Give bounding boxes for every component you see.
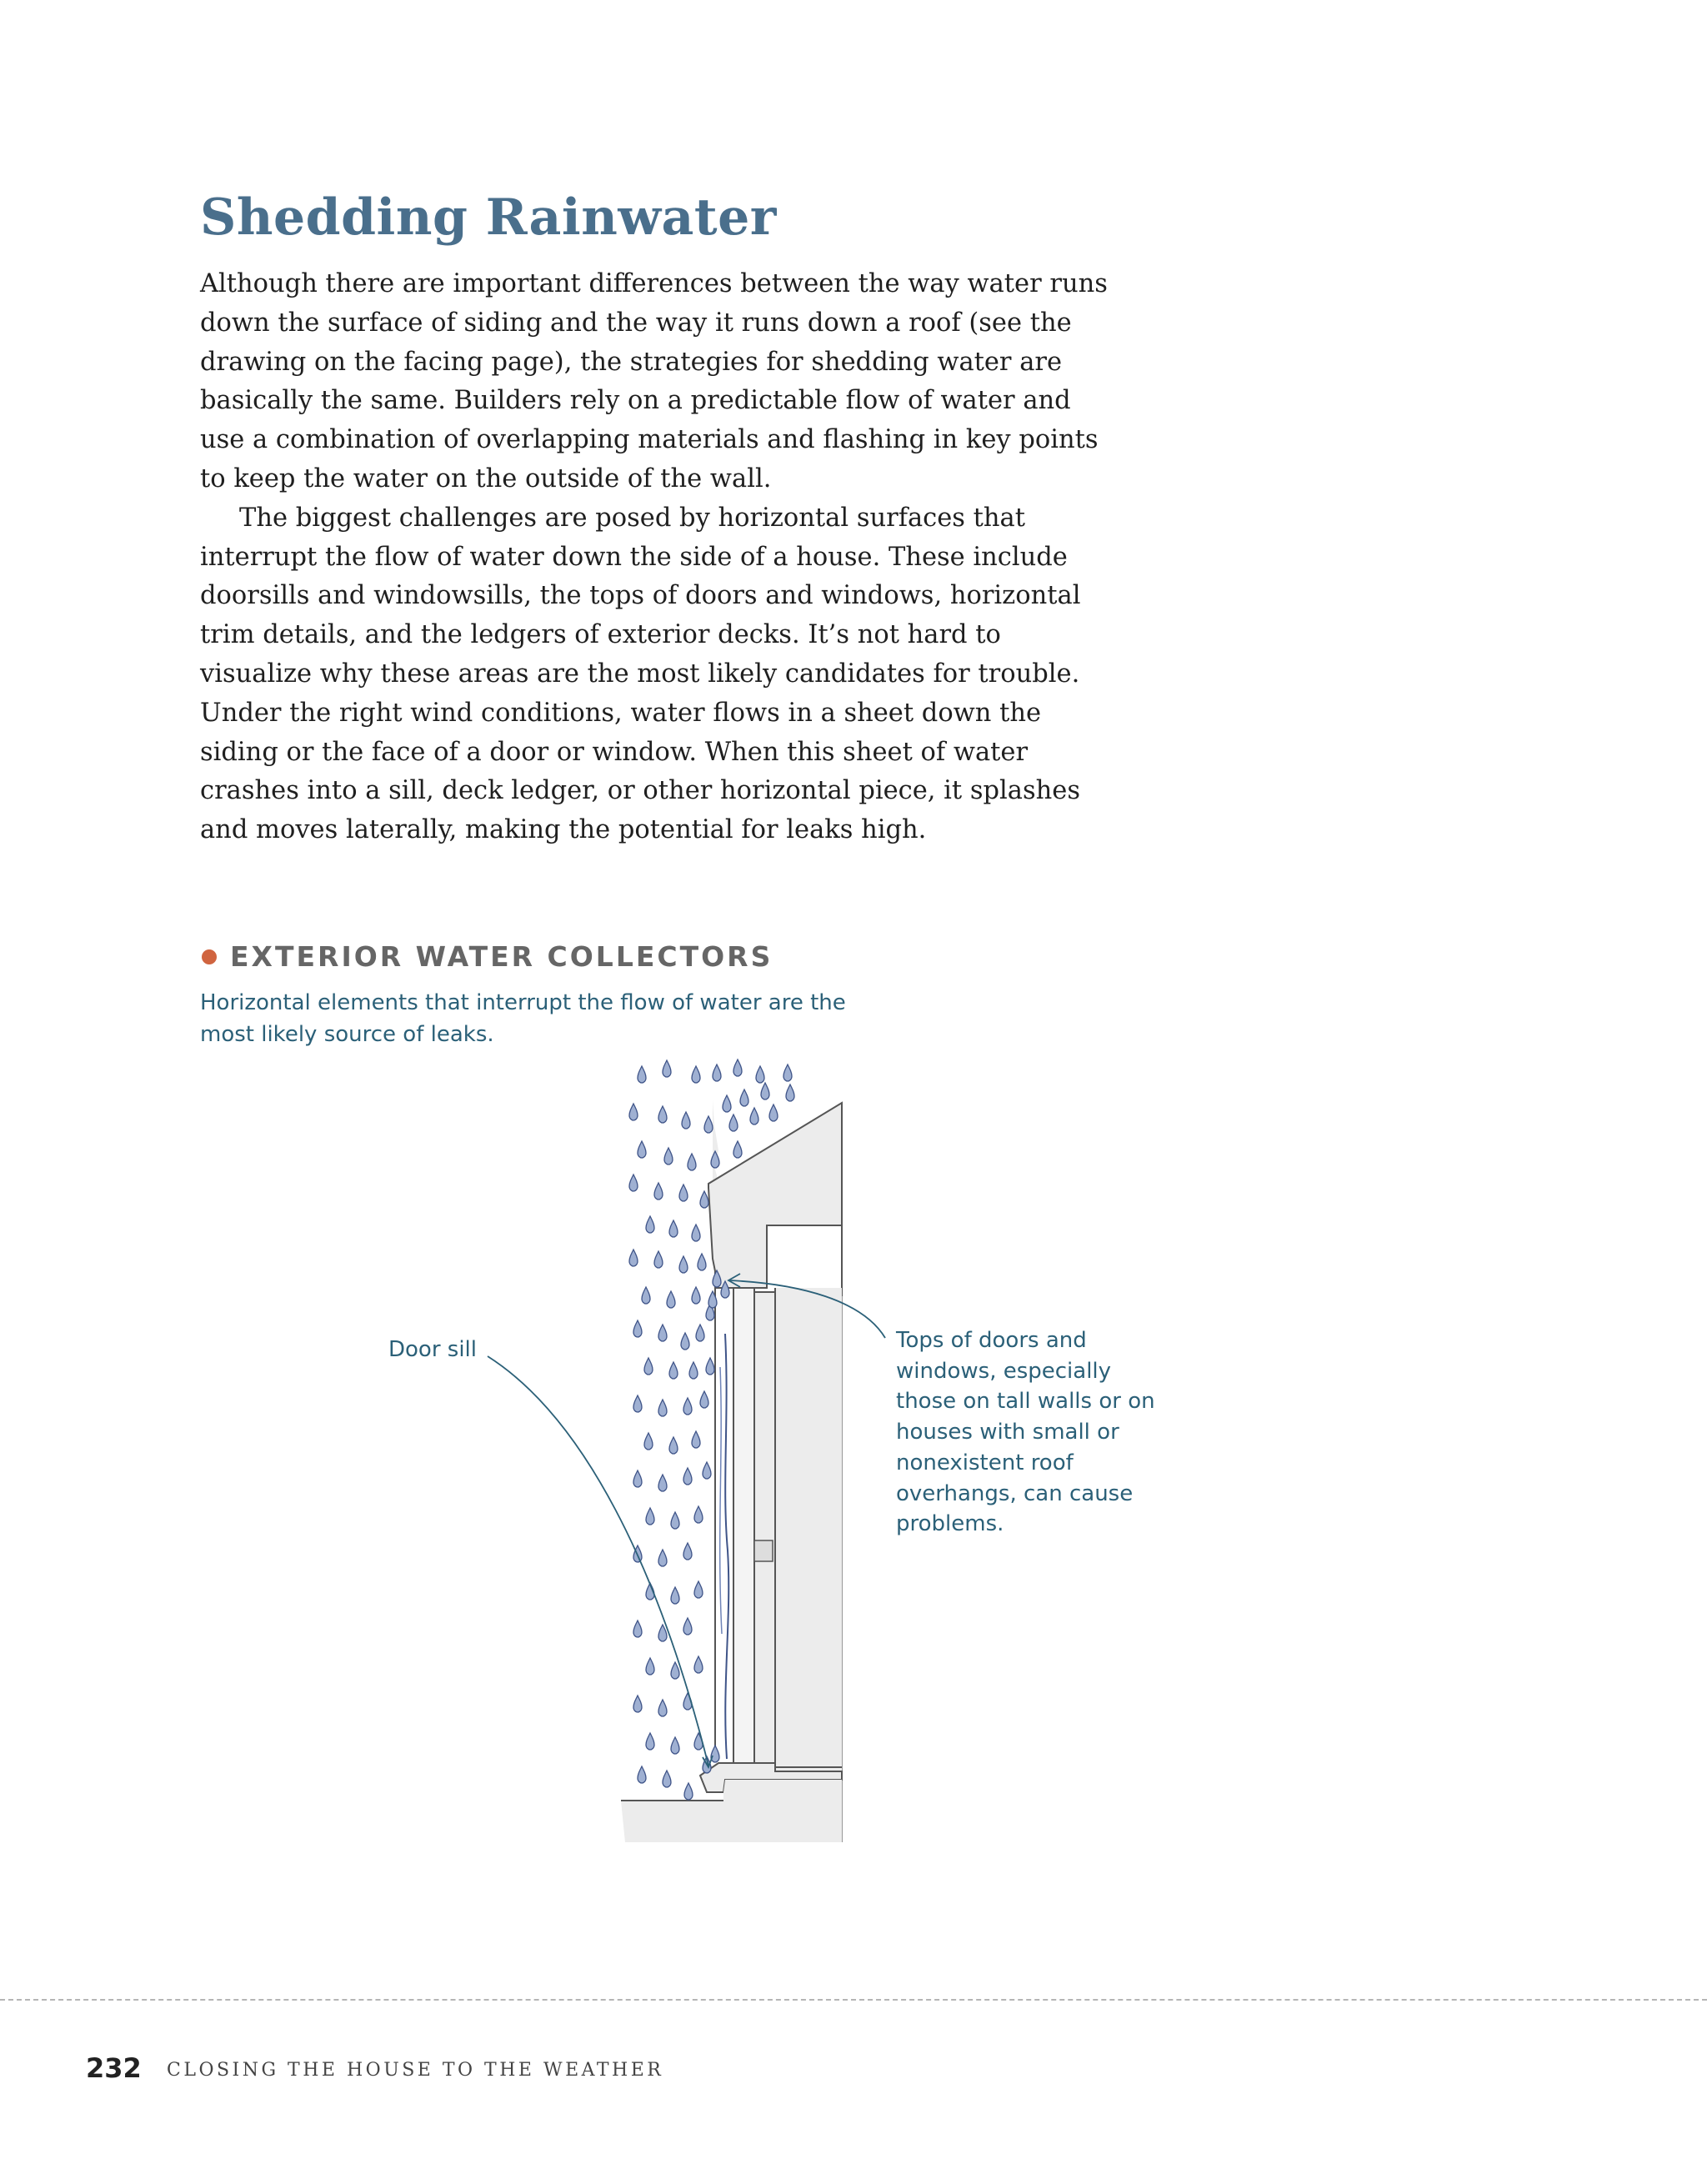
running-head: CLOSING THE HOUSE TO THE WEATHER bbox=[167, 2060, 664, 2081]
label-door-sill: Door sill bbox=[388, 1337, 478, 1362]
page-number: 232 bbox=[86, 2052, 142, 2084]
roof-eave bbox=[708, 1103, 842, 1288]
figure-heading-text: EXTERIOR WATER COLLECTORS bbox=[230, 940, 773, 973]
paragraph-1: Although there are important differences between the way water runs down the surface of siding and the way it runs down a roof (see the drawing on the facing page), the strategies for shedding water are basically the same. Builders rely on a predictable flow of water and use a combination of overlapping materials and flashing in key points to keep the water on the outside of the wall. bbox=[200, 269, 1108, 493]
paragraph-2: The biggest challenges are posed by horizontal surfaces that interrupt the flow of water down the side of a house. These include doorsills and windowsills, the tops of doors and windows, horizontal trim details, and the ledgers of exterior decks. It’s not hard to visualize why these areas are the most likely candidates for trouble. Under the right wind conditions, water flows in a sheet down the siding or the face of a door or window. When this sheet of water crashes into a sill, deck ledger, or other horizontal piece, it splashes and moves laterally, making the potential for leaks high. bbox=[200, 503, 1081, 845]
page-title: Shedding Rainwater bbox=[200, 188, 777, 247]
label-door-tops: Tops of doors and windows, especially those on tall walls or on houses with small or nonexistent roof overhangs, can cause problems. bbox=[896, 1328, 1155, 1537]
page-divider bbox=[0, 1999, 1707, 2001]
door-sill-leader bbox=[488, 1356, 708, 1766]
figure-caption: Horizontal elements that interrupt the flow of water are the most likely source of leaks. bbox=[200, 990, 846, 1047]
